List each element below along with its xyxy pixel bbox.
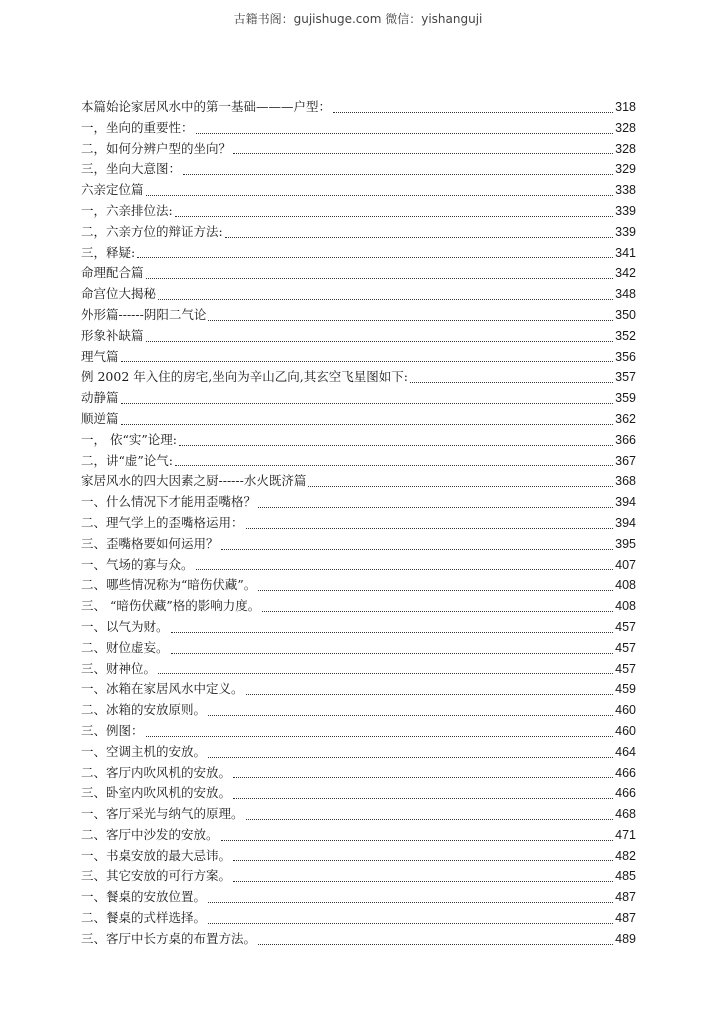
toc-entry-page-number: 487: [615, 890, 636, 905]
toc-entry-page-number: 318: [615, 100, 636, 114]
toc-entry-page-number: 357: [615, 370, 636, 385]
toc-entry[interactable]: [81, 596, 636, 617]
toc-entry-page-number: 485: [615, 869, 636, 884]
toc-entry[interactable]: [81, 263, 636, 284]
toc-entry-title: 二、客厅内吹风机的安放。: [81, 764, 232, 780]
toc-dot-leader: [308, 485, 613, 487]
toc-dot-leader: [410, 381, 613, 383]
toc-entry-page-number: 408: [615, 599, 636, 614]
toc-dot-leader: [208, 319, 613, 321]
toc-entry[interactable]: [81, 430, 636, 451]
toc-dot-leader: [262, 610, 613, 612]
toc-entry-title: 家居风水的四大因素之厨------水火既济篇: [81, 473, 307, 489]
page-header: 古籍书阁：gujishuge.com 微信：yishanguji: [233, 12, 483, 26]
toc-dot-leader: [158, 298, 613, 300]
toc-dot-leader: [175, 215, 613, 217]
toc-entry-title: 命理配合篇: [81, 265, 144, 281]
toc-dot-leader: [121, 423, 614, 425]
toc-entry-page-number: 348: [615, 287, 636, 302]
toc-entry[interactable]: [81, 347, 636, 368]
toc-entry[interactable]: [81, 763, 636, 784]
toc-entry-page-number: 394: [615, 515, 636, 530]
toc-entry-page-number: 362: [615, 411, 636, 426]
toc-entry-page-number: 341: [615, 245, 636, 260]
toc-entry-page-number: 359: [615, 391, 636, 406]
toc-dot-leader: [246, 693, 614, 695]
toc-dot-leader: [137, 256, 613, 258]
toc-entry-page-number: 460: [615, 703, 636, 718]
toc-entry-title: 二、财位虚妄。: [81, 639, 169, 655]
toc-entry-title: 一， 依“实”论理:: [81, 431, 177, 447]
toc-dot-leader: [121, 360, 614, 362]
toc-entry[interactable]: [81, 388, 636, 409]
toc-entry-title: 命宫位大揭秘: [81, 286, 157, 302]
toc-entry-page-number: 460: [615, 723, 636, 738]
toc-entry-page-number: 466: [615, 786, 636, 801]
toc-entry-title: 二、客厅中沙发的安放。: [81, 826, 219, 842]
toc-entry-page-number: 338: [615, 183, 636, 198]
toc-entry-title: 二，六亲方位的辩证方法:: [81, 223, 223, 239]
toc-entry[interactable]: [81, 575, 636, 596]
toc-entry[interactable]: [81, 118, 636, 139]
toc-entry-title: 二、哪些情况称为“暗伤伏藏”。: [81, 577, 257, 593]
toc-entry-page-number: 457: [615, 640, 636, 655]
toc-dot-leader: [179, 444, 613, 446]
toc-entry-title: 一、气场的寡与众。: [81, 556, 194, 572]
toc-entry-title: 二、冰箱的安放原则。: [81, 702, 207, 718]
toc-entry-page-number: 457: [615, 661, 636, 676]
toc-entry-page-number: 468: [615, 807, 636, 822]
toc-entry-title: 六亲定位篇: [81, 182, 144, 198]
toc-entry[interactable]: [81, 159, 636, 180]
toc-entry[interactable]: [81, 700, 636, 721]
toc-entry[interactable]: [81, 638, 636, 659]
toc-entry-page-number: 408: [615, 578, 636, 593]
toc-entry-title: 一，坐向的重要性：: [81, 119, 194, 135]
toc-entry-page-number: 328: [615, 120, 636, 135]
toc-entry-page-number: 342: [615, 266, 636, 281]
toc-entry[interactable]: [81, 721, 636, 742]
toc-entry-title: 一、客厅采光与纳气的原理。: [81, 806, 244, 822]
toc-dot-leader: [196, 132, 614, 134]
toc-entry[interactable]: [81, 825, 636, 846]
toc-dot-leader: [171, 652, 614, 654]
toc-dot-leader: [196, 568, 614, 570]
toc-entry-title: 一、以气为财。: [81, 618, 169, 634]
toc-entry-title: 顺逆篇: [81, 410, 119, 426]
toc-dot-leader: [171, 631, 614, 633]
toc-dot-leader: [221, 548, 614, 550]
toc-entry-page-number: 471: [615, 827, 636, 842]
toc-entry-title: 本篇始论家居风水中的第一基础———户型：: [81, 99, 332, 114]
toc-dot-leader: [121, 402, 614, 404]
toc-dot-leader: [158, 672, 613, 674]
toc-dot-leader: [146, 194, 614, 196]
toc-entry[interactable]: [81, 284, 636, 305]
toc-entry-title: 三、客厅中长方桌的布置方法。: [81, 930, 257, 946]
toc-entry-page-number: 394: [615, 495, 636, 510]
toc-dot-leader: [258, 943, 613, 945]
toc-entry-title: 动静篇: [81, 390, 119, 406]
toc-entry[interactable]: [81, 555, 636, 576]
toc-entry[interactable]: [81, 243, 636, 264]
toc-entry-title: 一，六亲排位法:: [81, 202, 173, 218]
toc-entry-page-number: 457: [615, 619, 636, 634]
toc-dot-leader: [233, 880, 613, 882]
toc-entry[interactable]: [81, 326, 636, 347]
toc-entry[interactable]: [81, 617, 636, 638]
toc-entry[interactable]: [81, 887, 636, 908]
toc-entry-title: 形象补缺篇: [81, 327, 144, 343]
toc-entry[interactable]: [81, 222, 636, 243]
toc-entry-page-number: 350: [615, 307, 636, 322]
toc-entry[interactable]: [81, 929, 636, 950]
toc-dot-leader: [225, 236, 613, 238]
toc-entry[interactable]: [81, 659, 636, 680]
toc-entry-title: 例 2002 年入住的房宅,坐向为辛山乙向,其玄空飞星图如下:: [81, 369, 408, 385]
toc-entry-title: 三、其它安放的可行方案。: [81, 868, 232, 884]
toc-dot-leader: [208, 714, 613, 716]
toc-entry-page-number: 487: [615, 911, 636, 926]
toc-entry[interactable]: [81, 783, 636, 804]
toc-entry[interactable]: [81, 409, 636, 430]
toc-entry[interactable]: [81, 742, 636, 763]
toc-dot-leader: [175, 464, 613, 466]
toc-entry-page-number: 407: [615, 557, 636, 572]
toc-dot-leader: [333, 111, 613, 113]
toc-entry-page-number: 464: [615, 744, 636, 759]
toc-entry-title: 理气篇: [81, 348, 119, 364]
toc-entry-page-number: 367: [615, 453, 636, 468]
toc-entry[interactable]: [81, 804, 636, 825]
toc-entry[interactable]: [81, 201, 636, 222]
toc-entry[interactable]: [81, 180, 636, 201]
toc-entry-page-number: 466: [615, 765, 636, 780]
table-of-contents: [81, 97, 636, 950]
toc-entry-title: 一、餐桌的安放位置。: [81, 889, 207, 905]
toc-entry[interactable]: [81, 97, 636, 118]
toc-entry-page-number: 489: [615, 931, 636, 946]
toc-entry-page-number: 366: [615, 432, 636, 447]
toc-entry-page-number: 328: [615, 141, 636, 156]
toc-entry[interactable]: [81, 534, 636, 555]
toc-entry[interactable]: [81, 367, 636, 388]
toc-entry-page-number: 459: [615, 682, 636, 697]
toc-entry-page-number: 356: [615, 349, 636, 364]
toc-entry-page-number: 339: [615, 203, 636, 218]
toc-entry-title: 三、例图：: [81, 722, 144, 738]
toc-entry[interactable]: [81, 866, 636, 887]
toc-entry-title: 三，释疑:: [81, 244, 136, 260]
toc-entry-page-number: 352: [615, 328, 636, 343]
toc-dot-leader: [208, 922, 613, 924]
toc-dot-leader: [258, 506, 613, 508]
toc-entry-title: 三、卧室内吹风机的安放。: [81, 785, 232, 801]
toc-entry-page-number: 395: [615, 536, 636, 551]
toc-dot-leader: [208, 756, 613, 758]
toc-entry-title: 二，讲“虚”论气:: [81, 452, 173, 468]
toc-dot-leader: [146, 340, 614, 342]
toc-dot-leader: [208, 901, 613, 903]
toc-entry[interactable]: [81, 513, 636, 534]
toc-entry-title: 三、歪嘴格要如何运用？: [81, 535, 219, 551]
toc-entry-title: 一、书桌安放的最大忌讳。: [81, 847, 232, 863]
toc-entry-page-number: 368: [615, 474, 636, 489]
toc-dot-leader: [233, 776, 613, 778]
toc-entry-title: 一、冰箱在家居风水中定义。: [81, 681, 244, 697]
toc-dot-leader: [233, 152, 613, 154]
toc-entry-title: 一、什么情况下才能用歪嘴格？: [81, 494, 257, 510]
toc-dot-leader: [146, 735, 614, 737]
toc-entry[interactable]: [81, 139, 636, 160]
toc-dot-leader: [258, 589, 613, 591]
toc-entry-page-number: 482: [615, 848, 636, 863]
toc-dot-leader: [221, 839, 614, 841]
toc-entry-page-number: 339: [615, 224, 636, 239]
toc-entry[interactable]: [81, 451, 636, 472]
toc-entry-title: 三、 “暗伤伏藏”格的影响力度。: [81, 598, 261, 614]
toc-dot-leader: [233, 859, 613, 861]
toc-entry-title: 二，如何分辨户型的坐向？: [81, 140, 232, 156]
toc-dot-leader: [246, 527, 614, 529]
toc-entry-title: 二、理气学上的歪嘴格运用：: [81, 514, 244, 530]
toc-entry[interactable]: [81, 846, 636, 867]
toc-entry[interactable]: [81, 679, 636, 700]
toc-dot-leader: [183, 173, 613, 175]
toc-dot-leader: [233, 797, 613, 799]
toc-entry[interactable]: [81, 471, 636, 492]
toc-dot-leader: [246, 818, 614, 820]
toc-dot-leader: [146, 277, 614, 279]
toc-entry-page-number: 329: [615, 162, 636, 177]
toc-entry-title: 一、空调主机的安放。: [81, 743, 207, 759]
toc-entry-title: 三、财神位。: [81, 660, 157, 676]
toc-entry-title: 外形篇------阴阳二气论: [81, 306, 207, 322]
toc-entry[interactable]: [81, 908, 636, 929]
toc-entry-title: 三，坐向大意图：: [81, 161, 182, 177]
toc-entry-title: 二、餐桌的式样选择。: [81, 910, 207, 926]
toc-entry[interactable]: [81, 305, 636, 326]
toc-entry[interactable]: [81, 492, 636, 513]
